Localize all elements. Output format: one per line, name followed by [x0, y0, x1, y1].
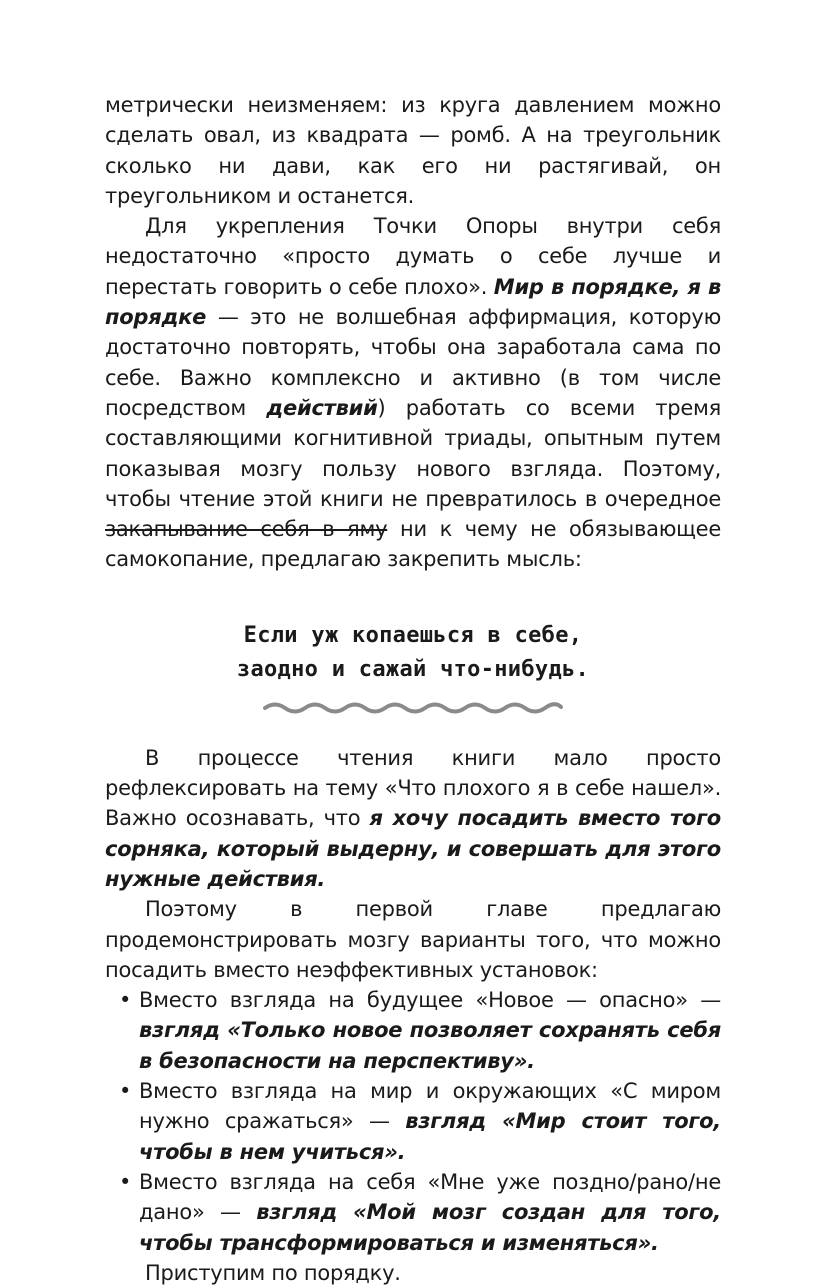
list-item-text: Вместо взгляда на себя «Мне уже поздно/рано/не дано» — [139, 1169, 721, 1225]
paragraph-3 [105, 743, 721, 894]
paragraph-5: Приступим по порядку. [145, 1260, 401, 1285]
callout-line-1: Если уж копаешься в себе, [243, 622, 583, 648]
paragraph-3-emphasis: я хочу посадить вместо того сорняка, который выдерну, и совершать для этого нужные действия. [105, 806, 721, 891]
paragraph-2-emphasis-actions: действий [266, 395, 378, 420]
list-item [119, 1076, 721, 1167]
callout-quote [105, 619, 721, 687]
paragraph-4: Поэтому в первой главе предлагаю продемонстрировать мозгу варианты того, что можно посадить вместо неэффективных установок: [105, 897, 721, 982]
paragraph-1: метрически неизменяем: из круга давлением можно сделать овал, из квадрата — ромб. А на треугольник сколько ни дави, как его ни растягивай, он треугольником и останется. [105, 93, 721, 208]
page-body [105, 90, 721, 1288]
callout-line-2: заодно и сажай что-нибудь. [236, 656, 590, 682]
bullet-marker: • [119, 1079, 132, 1104]
paragraph-2 [105, 211, 721, 575]
paragraph-2-emphasis-motto: Мир в порядке, я в порядке [105, 274, 721, 330]
list-item-emphasis: взгляд «Мир стоит того, чтобы в нем учиться». [139, 1109, 721, 1164]
list-item-emphasis: взгляд «Мой мозг создан для того, чтобы трансформироваться и изменяться». [139, 1200, 721, 1255]
bullet-marker: • [119, 988, 132, 1013]
paragraph-2-text-a: Для укрепления Точки Опоры внутри себя недостаточно «просто думать о себе лучше и перестать говорить о себе плохо». [105, 214, 721, 299]
bullet-list [105, 985, 721, 1258]
list-item [119, 1167, 721, 1258]
list-item-text: Вместо взгляда на мир и окружающих «С миром нужно сражаться» — [139, 1079, 721, 1134]
bullet-marker: • [119, 1169, 132, 1194]
paragraph-3-text-a: В процессе чтения книги мало просто рефлексировать на тему «Что плохого я в себе нашел». Важно осознавать, что [105, 745, 721, 831]
list-item-text: Вместо взгляда на будущее «Новое — опасно» — [139, 988, 721, 1013]
paragraph-2-strikethrough: закапывание себя в яму [105, 517, 388, 542]
wavy-underline-icon [263, 701, 563, 715]
paragraph-2-text-c: — это не волшебная аффирмация, которую достаточно повторять, чтобы она заработала сама по себе. Важно комплексно и активно (в том числе посредством [105, 305, 721, 420]
list-item-emphasis: взгляд «Только новое позволяет сохранять себя в безопасности на перспективу». [139, 1018, 721, 1073]
paragraph-2-text-e: ) работать со всеми тремя составляющими когнитивной триады, опытным путем показывая мозгу пользу нового взгляда. Поэтому, чтобы чтение этой книги не превратилось в очередное [105, 395, 721, 511]
list-item [119, 985, 721, 1076]
paragraph-2-text-g: ни к чему не обязывающее самокопание, предлагаю закрепить мысль: [105, 517, 721, 572]
